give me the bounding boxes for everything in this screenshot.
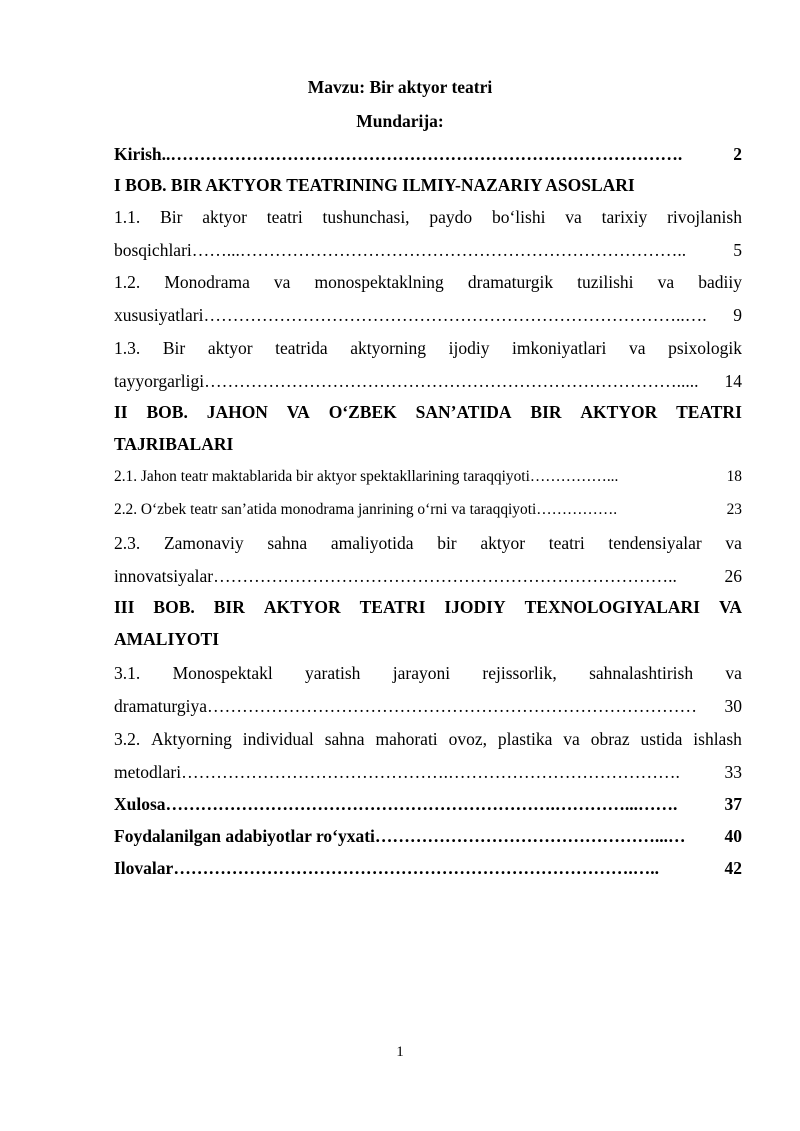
toc-word: TEXNOLOGIYALARI <box>524 597 700 617</box>
toc-word: bir <box>437 533 457 553</box>
toc-entry-title: metodlari <box>114 762 182 782</box>
toc-word: ishlash <box>693 729 742 749</box>
toc-word: AKTYOR <box>580 402 658 422</box>
toc-entry-1-2 <box>114 270 742 294</box>
toc-entry-2-3 <box>114 531 742 555</box>
toc-page-number: 18 <box>726 468 742 485</box>
toc-page-number: 23 <box>726 501 742 518</box>
toc-entry-1-3-continued <box>114 369 742 393</box>
toc-word: individual <box>242 729 314 749</box>
toc-entry-title: tayyorgarligi <box>114 371 205 391</box>
toc-page-number: 37 <box>724 794 742 814</box>
toc-chapter-1: I BOB. BIR AKTYOR TEATRINING ILMIY-NAZARIY ASOSLARI <box>114 175 635 195</box>
toc-chapter-3 <box>114 595 742 619</box>
toc-word: Bir <box>160 207 183 227</box>
toc-word: va <box>628 338 646 358</box>
toc-word: va <box>273 272 291 292</box>
document-title: Mavzu: Bir aktyor teatri <box>307 77 493 97</box>
toc-word: mahorati <box>375 729 438 749</box>
toc-entry-title: 2.2. O‘zbek teatr san’atida monodrama janrining o‘rni va taraqqiyoti <box>114 501 537 518</box>
toc-entry-2-1 <box>114 465 742 489</box>
toc-word: 2.3. <box>114 533 141 553</box>
toc-word: BOB. <box>146 402 188 422</box>
toc-word: Bir <box>162 338 186 358</box>
toc-word: bo‘lishi <box>491 207 546 227</box>
toc-page-number: 30 <box>724 696 742 716</box>
toc-word: IJODIY <box>444 597 506 617</box>
toc-word: badiiy <box>698 272 742 292</box>
toc-entry-title: innovatsiyalar <box>114 566 214 586</box>
toc-word: ijodiy <box>448 338 490 358</box>
toc-word: aktyor <box>480 533 526 553</box>
toc-chapter-3-continued: AMALIYOTI <box>114 629 220 649</box>
toc-word: Monodrama <box>164 272 250 292</box>
toc-word: 1.1. <box>114 207 141 227</box>
toc-word: monospektaklning <box>314 272 444 292</box>
toc-word: 3.1. <box>114 663 141 683</box>
toc-chapter-2-continued: TAJRIBALARI <box>114 434 234 454</box>
page-number: 1 <box>396 1044 404 1060</box>
toc-entry-title: bosqichlari <box>114 240 192 260</box>
toc-chapter-2 <box>114 400 742 424</box>
toc-word: amaliyotida <box>330 533 414 553</box>
toc-word: jarayoni <box>392 663 451 683</box>
toc-page-number: 33 <box>724 762 742 782</box>
toc-word: paydo <box>429 207 473 227</box>
toc-word: III <box>114 597 135 617</box>
toc-word: va <box>565 207 582 227</box>
toc-entry-2-2 <box>114 498 742 522</box>
toc-word: VA <box>286 402 310 422</box>
toc-leader-dots: …………………………………………………………………….. <box>213 566 677 586</box>
toc-word: BIR <box>530 402 562 422</box>
toc-word: imkoniyatlari <box>512 338 607 358</box>
toc-word: Aktyorning <box>151 729 232 749</box>
toc-word: ustida <box>640 729 683 749</box>
toc-word: teatrida <box>275 338 328 358</box>
toc-word: va <box>725 663 742 683</box>
toc-word: TEATRI <box>676 402 742 422</box>
toc-entry-1-1-continued <box>114 238 742 262</box>
toc-entry-title: xususiyatlari <box>114 305 204 325</box>
toc-entry-title: Foydalanilgan adabiyotlar ro‘yxati <box>114 826 375 846</box>
toc-page-number: 2 <box>733 144 742 164</box>
toc-word: BIR <box>213 597 245 617</box>
toc-word: 1.3. <box>114 338 141 358</box>
toc-word: aktyor <box>207 338 253 358</box>
toc-leader-dots: …………………………………………………………………….….. <box>173 858 659 878</box>
toc-page-number: 14 <box>724 371 742 391</box>
toc-word: dramaturgik <box>467 272 554 292</box>
toc-word: sahna <box>324 729 365 749</box>
toc-word: TEATRI <box>359 597 426 617</box>
toc-leader-dots: ……………………………………………………………………………. <box>170 144 683 164</box>
toc-word: II <box>114 402 128 422</box>
toc-word: rivojlanish <box>667 207 742 227</box>
toc-page-number: 9 <box>733 305 742 325</box>
toc-word: tarixiy <box>601 207 648 227</box>
toc-word: va <box>563 729 580 749</box>
toc-word: teatri <box>266 207 303 227</box>
toc-entry-title: Ilovalar <box>114 858 174 878</box>
toc-word: rejissorlik, <box>482 663 557 683</box>
toc-leader-dots: ………………………………………………………………………… <box>206 696 697 716</box>
toc-entry-1-2-continued <box>114 303 742 327</box>
toc-word: BOB. <box>153 597 195 617</box>
toc-entry-3-1-continued <box>114 694 742 718</box>
toc-word: 3.2. <box>114 729 141 749</box>
toc-leader-dots: ……...………………………………………………………………….. <box>191 240 687 260</box>
toc-word: aktyorning <box>350 338 427 358</box>
toc-word: va <box>725 533 742 553</box>
toc-word: ovoz, <box>448 729 487 749</box>
toc-entry-xulosa <box>114 792 742 816</box>
toc-word: VA <box>718 597 742 617</box>
toc-entry-1-1 <box>114 205 742 229</box>
toc-entry-3-2 <box>114 727 742 751</box>
toc-entry-kirish <box>114 142 742 166</box>
toc-word: O‘ZBEK <box>328 402 397 422</box>
toc-word: Monospektakl <box>172 663 273 683</box>
toc-leader-dots: ……………... <box>529 468 619 485</box>
toc-word: plastika <box>497 729 553 749</box>
toc-word: tuzilishi <box>577 272 634 292</box>
toc-entry-title: 2.1. Jahon teatr maktablarida bir aktyor spektakllarining taraqqiyoti <box>114 468 530 485</box>
toc-leader-dots: ……………. <box>536 501 618 518</box>
contents-heading: Mundarija: <box>356 111 444 131</box>
toc-entry-2-3-continued <box>114 564 742 588</box>
toc-leader-dots: ……………………………………….…………………………………. <box>181 762 680 782</box>
toc-leader-dots: …………………………………………...… <box>374 826 686 846</box>
toc-word: SAN’ATIDA <box>415 402 512 422</box>
toc-leader-dots: ………………………………………………………………………..... <box>204 371 699 391</box>
toc-entry-3-2-continued <box>114 760 742 784</box>
toc-entry-references <box>114 824 742 848</box>
toc-entry-1-3 <box>114 336 742 360</box>
toc-page-number: 26 <box>724 566 742 586</box>
toc-leader-dots: ………………………………………………………….…………...……. <box>165 794 678 814</box>
toc-word: aktyor <box>202 207 247 227</box>
toc-entry-title: Xulosa <box>114 794 166 814</box>
toc-word: teatri <box>548 533 585 553</box>
toc-word: yaratish <box>305 663 361 683</box>
toc-word: obraz <box>590 729 630 749</box>
toc-entry-3-1 <box>114 661 742 685</box>
toc-word: JAHON <box>206 402 268 422</box>
toc-word: 1.2. <box>114 272 141 292</box>
toc-page-number: 40 <box>724 826 742 846</box>
toc-leader-dots: ………………………………………………………………………..…. <box>203 305 707 325</box>
toc-page-number: 42 <box>724 858 742 878</box>
toc-word: tushunchasi, <box>322 207 410 227</box>
toc-word: va <box>657 272 675 292</box>
toc-word: AKTYOR <box>263 597 341 617</box>
toc-word: sahna <box>267 533 308 553</box>
toc-word: sahnalashtirish <box>589 663 694 683</box>
toc-word: tendensiyalar <box>608 533 702 553</box>
toc-entry-ilovalar <box>114 856 742 880</box>
toc-entry-title: Kirish.. <box>114 144 171 164</box>
toc-word: psixologik <box>668 338 742 358</box>
toc-entry-title: dramaturgiya <box>114 696 207 716</box>
toc-word: Zamonaviy <box>163 533 244 553</box>
toc-page-number: 5 <box>733 240 742 260</box>
